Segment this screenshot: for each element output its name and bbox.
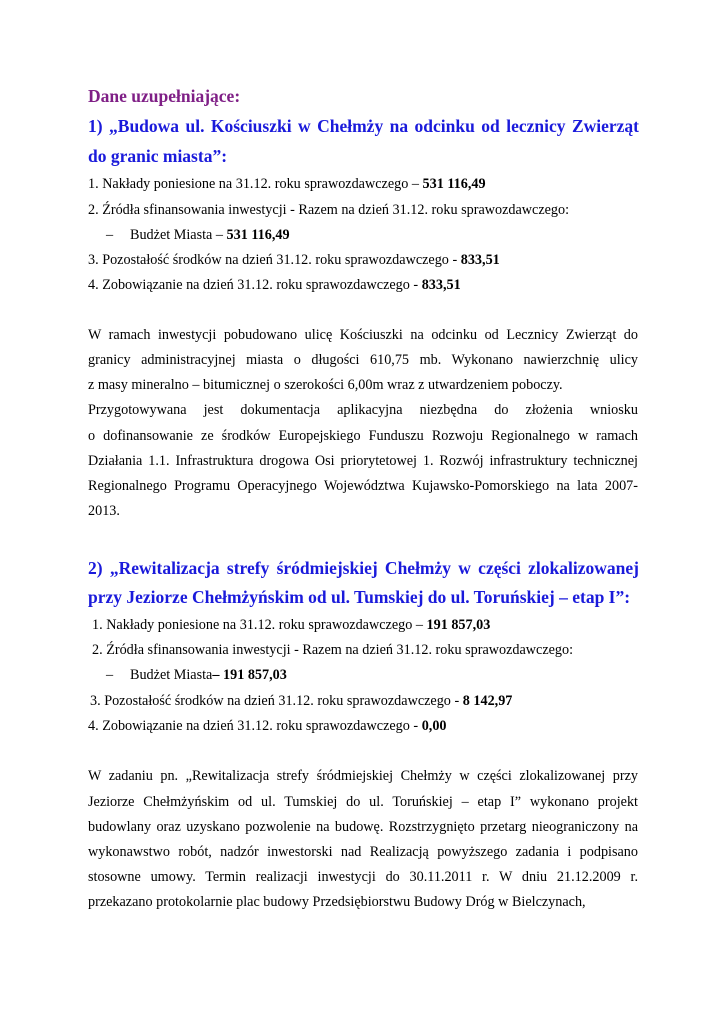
s2-dash: –	[106, 667, 114, 683]
s2-item-3-value: 8 142,97	[462, 693, 513, 709]
s2-paragraph-line: przekazano protokolarnie plac budowy Przedsiębiorstwu Budowy Dróg w Bielczynach,	[88, 894, 586, 910]
s2-item-4-value: 0,00	[421, 718, 447, 734]
s2-paragraph-line: wykonawstwo robót, nadzór inwestorski nad Realizacją powyższego zadania i podpisano	[88, 844, 638, 860]
s2-item-1-value: 191 857,03	[426, 617, 491, 633]
s2-item-4: 4. Zobowiązanie na dzień 31.12. roku sprawozdawczego - 0,00	[88, 718, 447, 734]
s2-item-3: 3. Pozostałość środków na dzień 31.12. roku sprawozdawczego - 8 142,97	[90, 693, 513, 709]
s1-dash: –	[106, 227, 114, 243]
s1-item-3: 3. Pozostałość środków na dzień 31.12. roku sprawozdawczego - 833,51	[88, 252, 500, 268]
s2-paragraph-line: budowlany oraz uzyskano pozwolenie na budowę. Rozstrzygnięto przetarg nieograniczony na	[88, 819, 638, 835]
s1-item-4-value: 833,51	[421, 277, 461, 293]
s1-paragraph-line: Działania 1.1. Infrastruktura drogowa Osi priorytetowej 1. Rozwój infrastruktury technicznej	[88, 453, 638, 469]
s2-subitem-budget: – Budżet Miasta– 191 857,03	[106, 667, 287, 683]
s1-paragraph-line: z masy mineralno – bitumicznej o szerokości 6,00m wraz z utwardzeniem poboczy.	[88, 377, 563, 393]
s2-paragraph-line: Jeziorze Chełmżyńskim od ul. Tumskiej do ul. Toruńskiej – etap I” wykonano projekt	[88, 794, 638, 810]
s1-item-2: 2. Źródła sfinansowania inwestycji - Razem na dzień 31.12. roku sprawozdawczego:	[88, 202, 570, 218]
s2-item-1: 1. Nakłady poniesione na 31.12. roku sprawozdawczego – 191 857,03	[92, 617, 491, 633]
s1-item-1-value: 531 116,49	[422, 176, 486, 192]
s1-title-line2: do granic miasta”:	[88, 146, 228, 166]
s1-paragraph-line: Przygotowywana jest dokumentacja aplikacyjna niezbędna do złożenia wniosku	[88, 402, 638, 418]
s1-paragraph-line: W ramach inwestycji pobudowano ulicę Kościuszki na odcinku od Lecznicy Zwierząt do	[88, 327, 638, 343]
s2-paragraph-line: stosowne umowy. Termin realizacji inwestycji do 30.11.2011 r. W dniu 21.12.2009 r.	[88, 869, 638, 885]
section-title: Dane uzupełniające:	[88, 86, 241, 106]
s1-title-line1: 1) „Budowa ul. Kościuszki w Chełmży na odcinku od lecznicy Zwierząt	[88, 116, 639, 136]
s1-item-1: 1. Nakłady poniesione na 31.12. roku sprawozdawczego – 531 116,49	[88, 176, 486, 192]
s2-paragraph-line: W zadaniu pn. „Rewitalizacja strefy śródmiejskiej Chełmży w części zlokalizowanej przy	[88, 768, 638, 784]
s1-paragraph-line: 2013.	[88, 503, 120, 519]
s1-subitem-budget: – Budżet Miasta – 531 116,49	[106, 227, 290, 243]
s2-subitem-value: – 191 857,03	[212, 667, 287, 683]
s1-item-3-value: 833,51	[460, 252, 500, 268]
s1-paragraph-line: Regionalnego Programu Operacyjnego Województwa Kujawsko-Pomorskiego na lata 2007-	[88, 478, 638, 494]
s1-subitem-value: 531 116,49	[226, 227, 290, 243]
s2-title-line2: przy Jeziorze Chełmżyńskim od ul. Tumskiej do ul. Toruńskiej – etap I”:	[88, 587, 631, 607]
s2-title-line1: 2) „Rewitalizacja strefy śródmiejskiej Chełmży w części zlokalizowanej	[88, 558, 639, 578]
s1-paragraph-line: granicy administracyjnej miasta o długości 610,75 mb. Wykonano nawierzchnię ulicy	[88, 352, 638, 368]
s1-paragraph-line: o dofinansowanie ze środków Europejskiego Funduszu Rozwoju Regionalnego w ramach	[88, 428, 638, 444]
s2-item-2: 2. Źródła sfinansowania inwestycji - Razem na dzień 31.12. roku sprawozdawczego:	[92, 642, 574, 658]
s1-item-4: 4. Zobowiązanie na dzień 31.12. roku sprawozdawczego - 833,51	[88, 277, 461, 293]
